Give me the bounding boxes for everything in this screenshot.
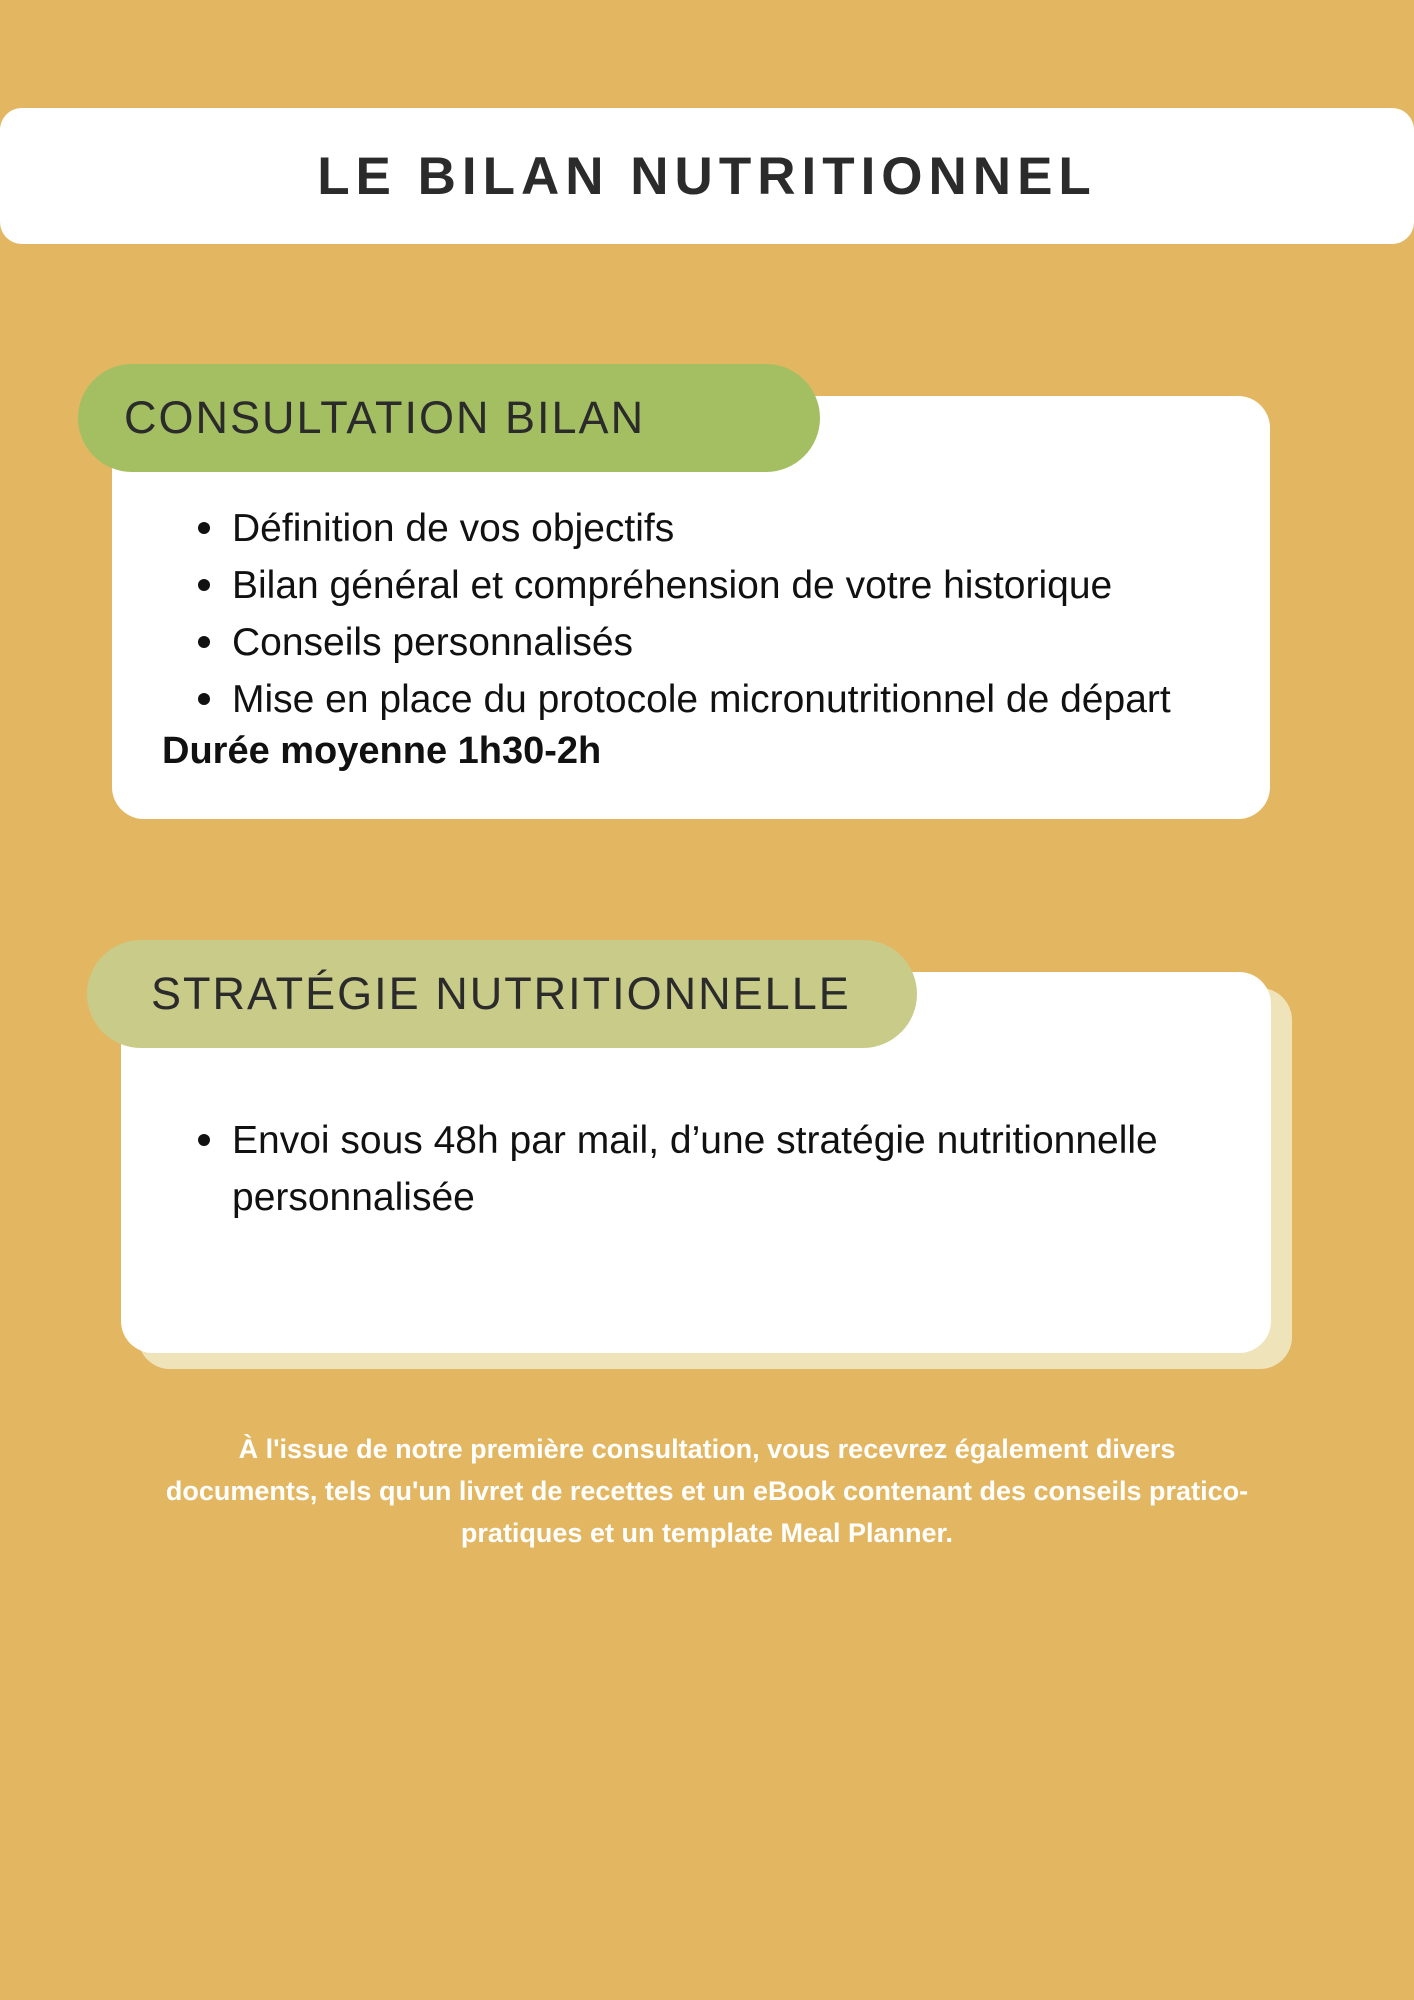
footer-note: À l'issue de notre première consultation, vous recevrez également divers documents, tels qu'un livret de recettes et un eBook contenant des conseils pratico-pratiques et un template Meal Planner. xyxy=(165,1434,1249,1548)
list-item: Définition de vos objectifs xyxy=(232,500,1262,557)
strategie-label: STRATÉGIE NUTRITIONNELLE xyxy=(151,968,851,1019)
list-item: Conseils personnalisés xyxy=(232,614,1262,671)
consultation-duration: Durée moyenne 1h30-2h xyxy=(162,730,602,772)
consultation-label: CONSULTATION BILAN xyxy=(124,392,646,443)
consultation-list xyxy=(232,500,1262,728)
title-banner xyxy=(0,108,1414,244)
strategie-label-pill xyxy=(87,940,917,1048)
list-item: Bilan général et compréhension de votre historique xyxy=(232,557,1262,614)
list-item: Mise en place du protocole micronutritionnel de départ xyxy=(232,671,1262,728)
list-item: Envoi sous 48h par mail, d’une stratégie nutritionnelle personnalisée xyxy=(232,1112,1242,1226)
consultation-label-pill xyxy=(78,364,820,472)
strategie-list xyxy=(232,1112,1242,1226)
page-title: LE BILAN NUTRITIONNEL xyxy=(317,146,1097,206)
